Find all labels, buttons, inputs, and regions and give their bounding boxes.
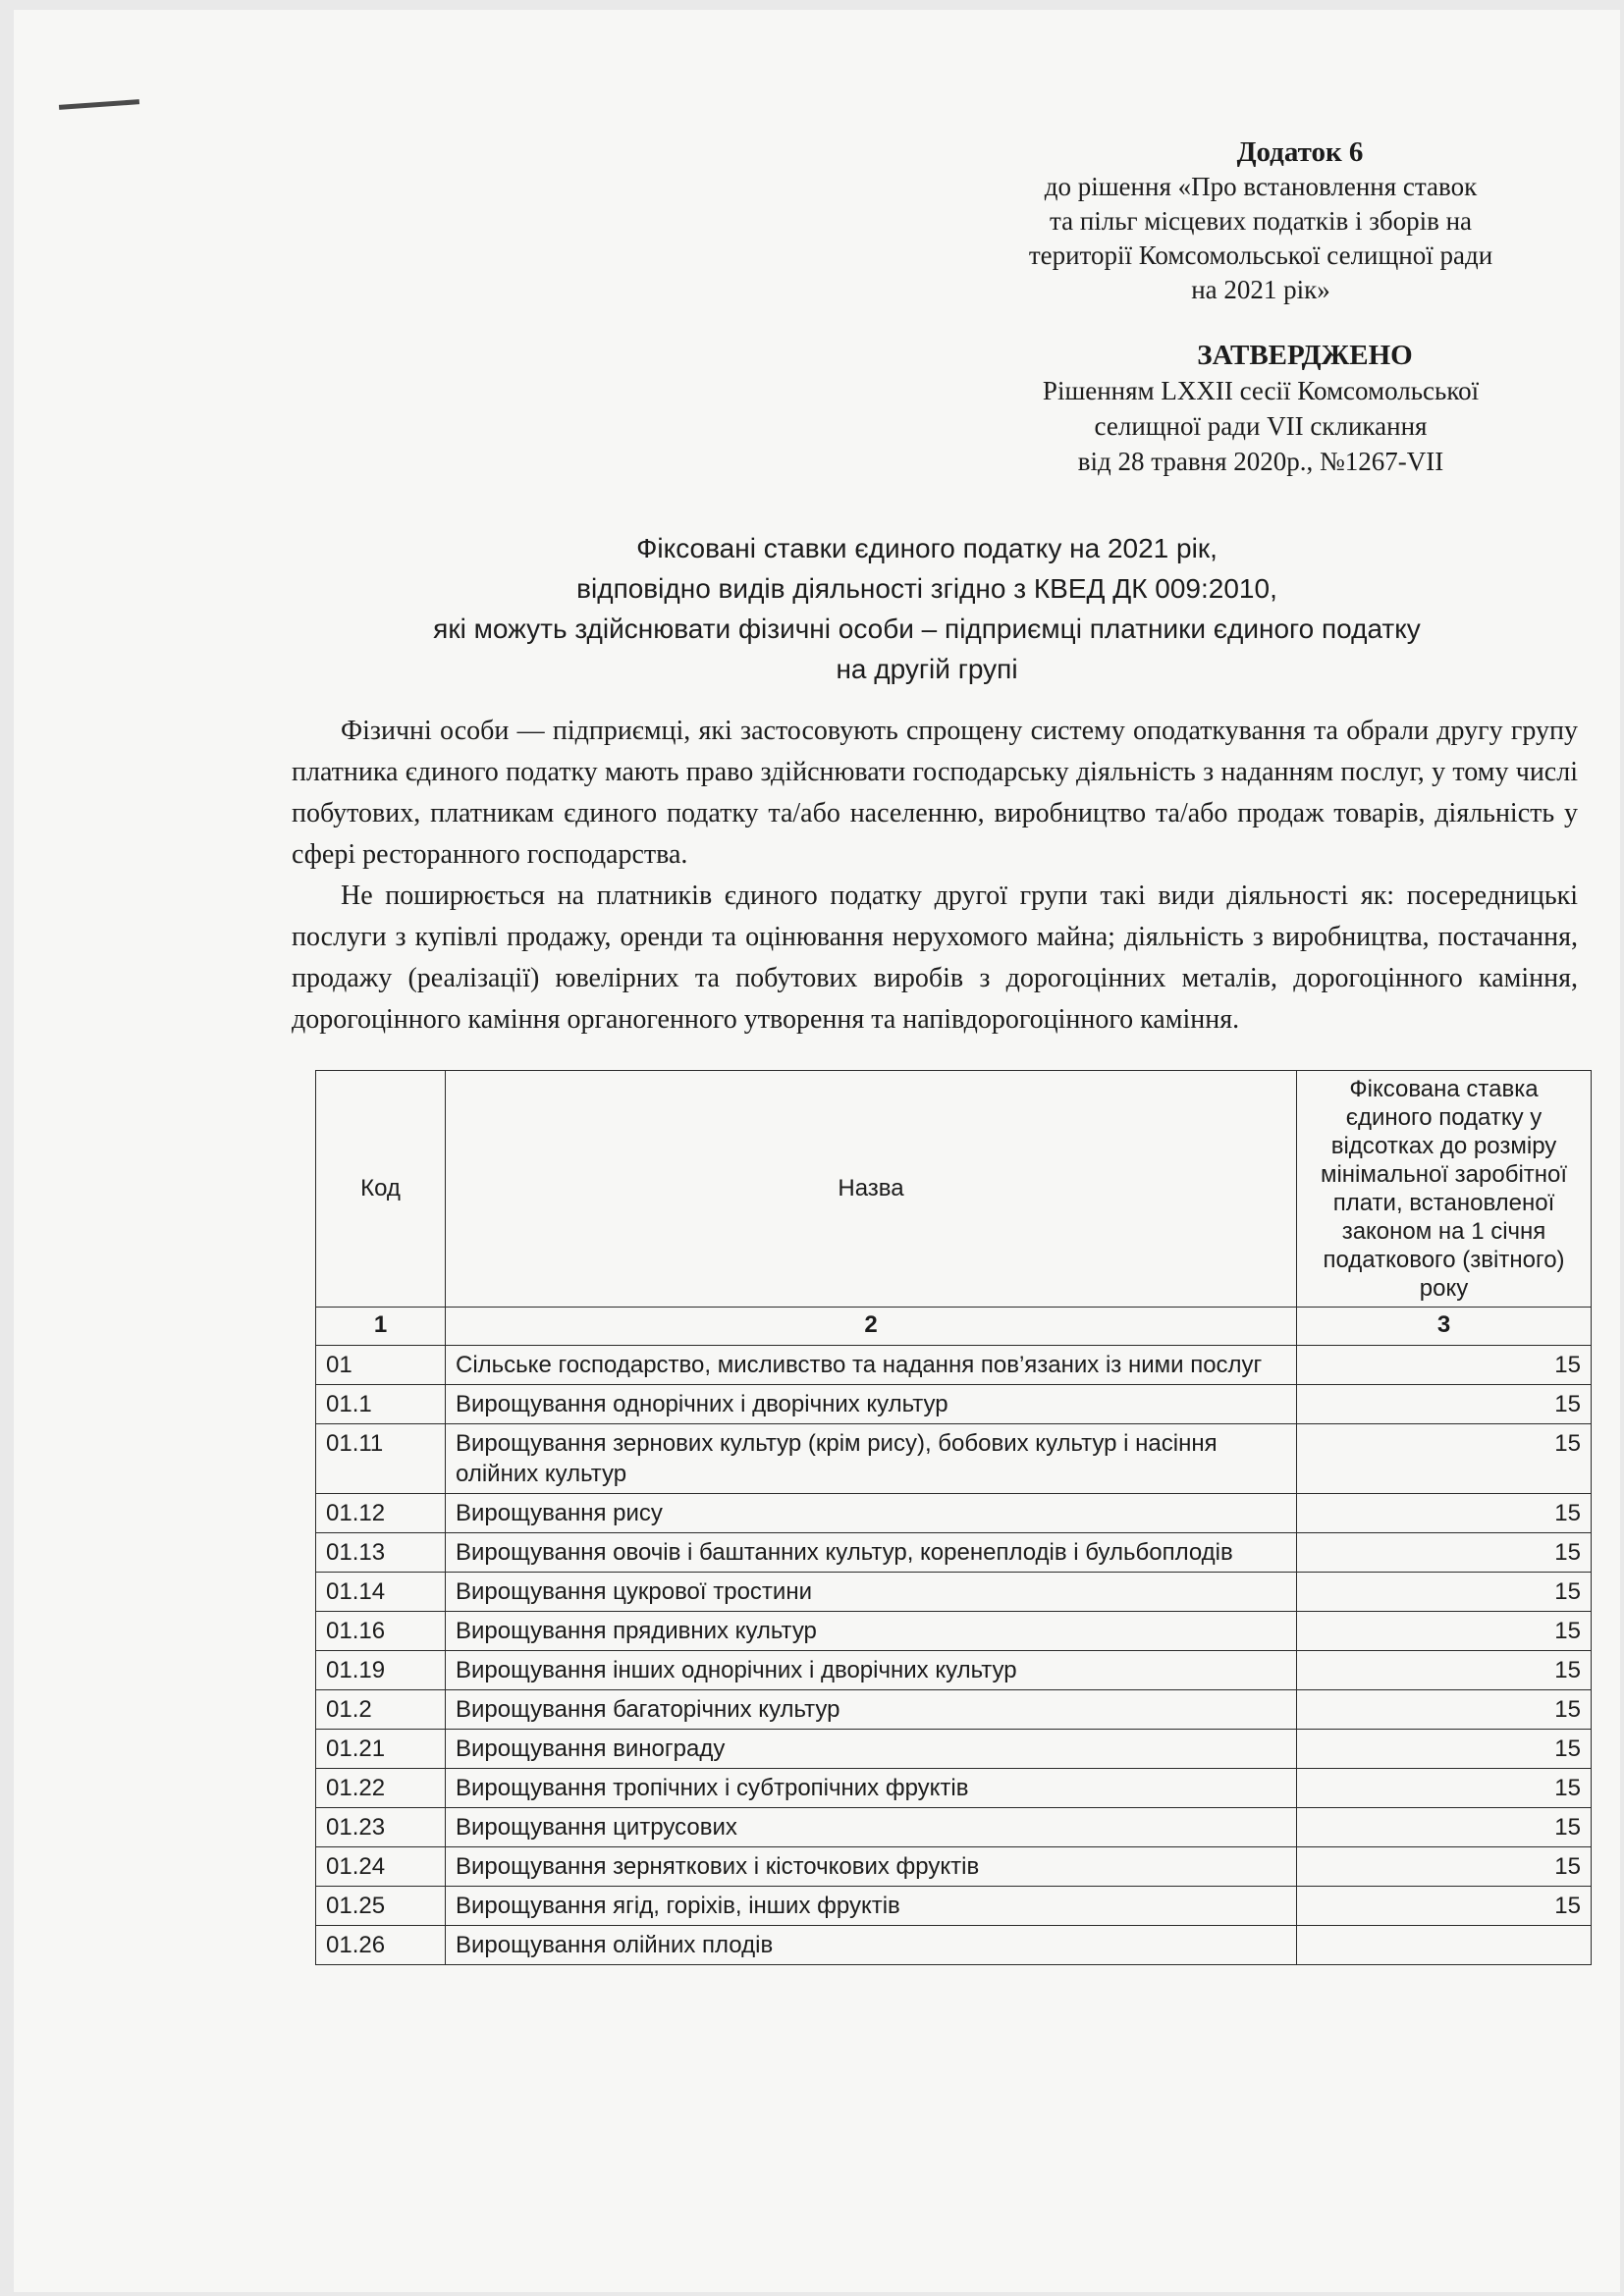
approval-title: ЗАТВЕРДЖЕНО <box>1197 340 1413 371</box>
row-name: Вирощування однорічних і дворічних культур <box>446 1385 1297 1424</box>
tax-rates-table <box>315 1070 1592 1965</box>
approval-line: від 28 травня 2020р., №1267-VII <box>1077 447 1444 476</box>
approval-line: Рішенням LXXII сесії Комсомольської <box>1042 376 1480 405</box>
row-name: Вирощування зернових культур (крім рису), бобових культур і насіння олійних культур <box>446 1424 1297 1494</box>
column-number: 3 <box>1297 1308 1592 1346</box>
row-rate: 15 <box>1297 1847 1592 1887</box>
annex-line: території Комсомольської селищної ради <box>1028 240 1493 270</box>
paragraph: Не поширюється на платників єдиного податку другої групи такі види діяльності як: посередницькі послуги з купівлі продажу, оренди та оцінювання нерухомого майна; діяльність з виробництва, постачання, продажу (реалізації) ювелірних та побутових виробів з дорогоцінних металів, дорогоцінного каміння, дорогоцінного каміння органогенного утворення та напівдорогоцінного каміння. <box>292 881 1578 1035</box>
paragraph: Фізичні особи — підприємці, які застосовують спрощену систему оподаткування та обрали другу групу платника єдиного податку мають право здійснювати господарську діяльність з наданням послуг, у тому числі побутових, платникам єдиного податку та/або населенню, виробництво та/або продаж товарів, діяльність у сфері ресторанного господарства. <box>292 716 1578 870</box>
approval-line: селищної ради VII скликання <box>1094 411 1428 441</box>
row-code: 01.22 <box>316 1769 446 1808</box>
table-row <box>316 1612 1592 1651</box>
table-row <box>316 1847 1592 1887</box>
row-code: 01.2 <box>316 1690 446 1730</box>
row-name: Вирощування цитрусових <box>446 1808 1297 1847</box>
row-name: Вирощування багаторічних культур <box>446 1690 1297 1730</box>
header-rate: Фіксована ставка єдиного податку у відсотках до розміру мінімальної заробітної плати, встановленої законом на 1 січня податкового (звітного) року <box>1297 1071 1592 1308</box>
row-name: Вирощування інших однорічних і дворічних культур <box>446 1651 1297 1690</box>
row-rate: 15 <box>1297 1730 1592 1769</box>
title-line: на другій групі <box>836 654 1018 684</box>
table-row <box>316 1533 1592 1573</box>
row-code: 01.23 <box>316 1808 446 1847</box>
table-row <box>316 1424 1592 1494</box>
row-rate: 15 <box>1297 1690 1592 1730</box>
header-code: Код <box>316 1071 446 1308</box>
approval-block <box>956 338 1565 479</box>
annex-line: та пільг місцевих податків і зборів на <box>1049 206 1473 236</box>
table-row <box>316 1730 1592 1769</box>
table-row <box>316 1494 1592 1533</box>
row-rate: 15 <box>1297 1651 1592 1690</box>
row-code: 01.12 <box>316 1494 446 1533</box>
table-row <box>316 1887 1592 1926</box>
table-row <box>316 1808 1592 1847</box>
row-code: 01.13 <box>316 1533 446 1573</box>
row-rate: 15 <box>1297 1346 1592 1385</box>
row-code: 01.21 <box>316 1730 446 1769</box>
row-rate: 15 <box>1297 1533 1592 1573</box>
row-code: 01.24 <box>316 1847 446 1887</box>
title-line: відповідно видів діяльності згідно з КВЕД ДК 009:2010, <box>576 573 1277 604</box>
table-body <box>316 1346 1592 1965</box>
column-number-row <box>316 1308 1592 1346</box>
annex-title: Додаток 6 <box>1236 136 1364 168</box>
table-row <box>316 1769 1592 1808</box>
row-rate: 15 <box>1297 1612 1592 1651</box>
row-rate: 15 <box>1297 1887 1592 1926</box>
title-line: Фіксовані ставки єдиного податку на 2021 рік, <box>636 533 1218 563</box>
table-header-row <box>316 1071 1592 1308</box>
table-row <box>316 1651 1592 1690</box>
row-code: 01.1 <box>316 1385 446 1424</box>
row-code: 01.25 <box>316 1887 446 1926</box>
document-title <box>338 528 1516 689</box>
row-name: Вирощування прядивних культур <box>446 1612 1297 1651</box>
row-code: 01.14 <box>316 1573 446 1612</box>
annex-line: на 2021 рік» <box>1191 275 1330 304</box>
table-row <box>316 1690 1592 1730</box>
row-name: Сільське господарство, мисливство та надання пов’язаних із ними послуг <box>446 1346 1297 1385</box>
header-name: Назва <box>446 1071 1297 1308</box>
row-name: Вирощування цукрової тростини <box>446 1573 1297 1612</box>
column-number: 1 <box>316 1308 446 1346</box>
scan-artifact-line <box>59 99 139 110</box>
row-rate: 15 <box>1297 1385 1592 1424</box>
column-number: 2 <box>446 1308 1297 1346</box>
annex-line: до рішення «Про встановлення ставок <box>1044 172 1478 201</box>
row-rate: 15 <box>1297 1808 1592 1847</box>
table-row <box>316 1926 1592 1965</box>
row-rate <box>1297 1926 1592 1965</box>
row-name: Вирощування ягід, горіхів, інших фруктів <box>446 1887 1297 1926</box>
row-code: 01.16 <box>316 1612 446 1651</box>
row-rate: 15 <box>1297 1424 1592 1494</box>
title-line: які можуть здійснювати фізичні особи – підприємці платники єдиного податку <box>433 614 1421 644</box>
row-name: Вирощування рису <box>446 1494 1297 1533</box>
table-row <box>316 1573 1592 1612</box>
row-code: 01.26 <box>316 1926 446 1965</box>
row-code: 01 <box>316 1346 446 1385</box>
row-rate: 15 <box>1297 1769 1592 1808</box>
row-rate: 15 <box>1297 1494 1592 1533</box>
row-name: Вирощування зерняткових і кісточкових фруктів <box>446 1847 1297 1887</box>
row-rate: 15 <box>1297 1573 1592 1612</box>
table-row <box>316 1346 1592 1385</box>
intro-text <box>292 711 1578 1041</box>
annex-block <box>956 135 1565 307</box>
row-name: Вирощування тропічних і субтропічних фруктів <box>446 1769 1297 1808</box>
document-page <box>14 10 1620 2292</box>
row-name: Вирощування винограду <box>446 1730 1297 1769</box>
table-row <box>316 1385 1592 1424</box>
row-code: 01.11 <box>316 1424 446 1494</box>
row-code: 01.19 <box>316 1651 446 1690</box>
row-name: Вирощування олійних плодів <box>446 1926 1297 1965</box>
row-name: Вирощування овочів і баштанних культур, коренеплодів і бульбоплодів <box>446 1533 1297 1573</box>
